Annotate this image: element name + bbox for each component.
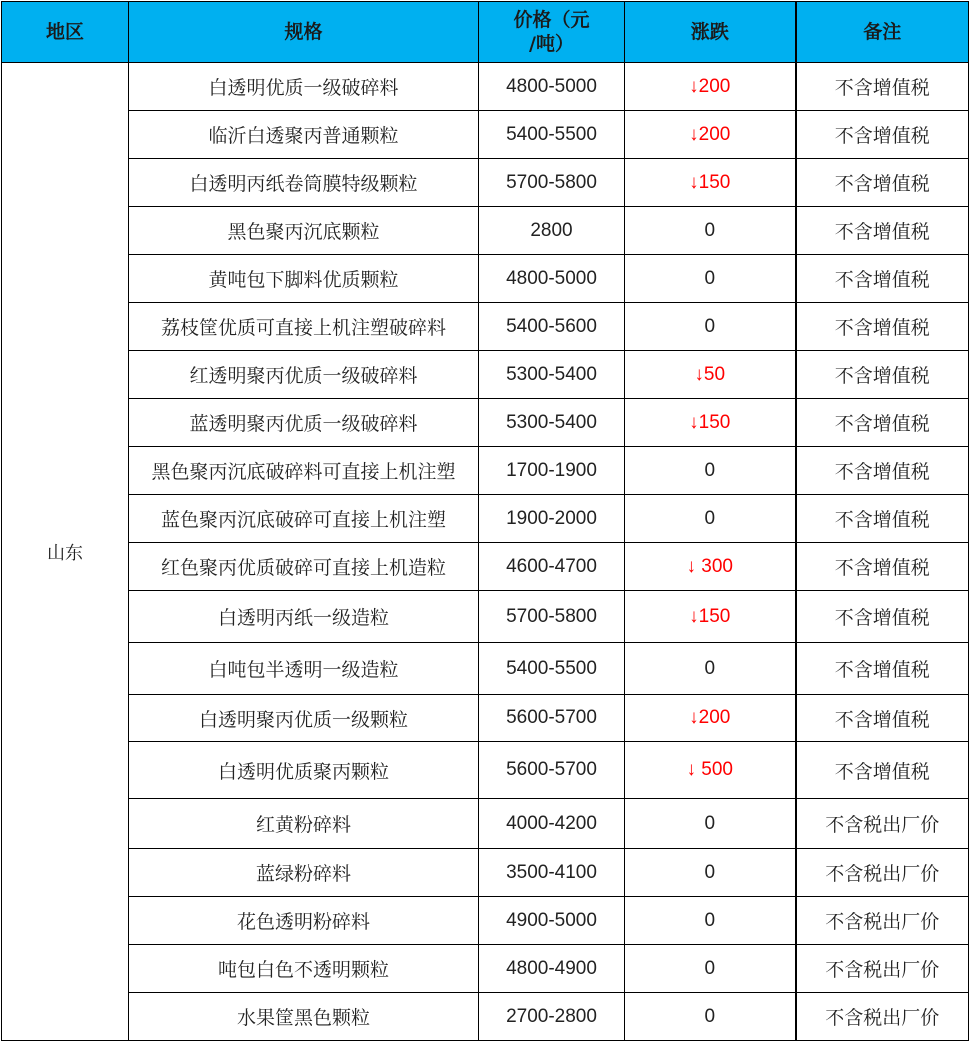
change-cell: ↓150	[625, 159, 796, 207]
change-cell: 0	[625, 799, 796, 849]
price-cell: 5300-5400	[479, 399, 625, 447]
change-cell: 0	[625, 993, 796, 1041]
table-row	[2, 207, 969, 255]
region-cell: 山东	[2, 63, 129, 1041]
price-cell: 1900-2000	[479, 495, 625, 543]
header-spec: 规格	[129, 2, 479, 63]
note-cell: 不含税出厂价	[796, 993, 969, 1041]
price-cell: 5600-5700	[479, 742, 625, 799]
table-row	[2, 643, 969, 695]
spec-cell: 蓝色聚丙沉底破碎可直接上机注塑	[129, 495, 479, 543]
spec-cell: 白吨包半透明一级造粒	[129, 643, 479, 695]
change-cell: ↓ 500	[625, 742, 796, 799]
change-cell: ↓150	[625, 591, 796, 643]
spec-cell: 蓝绿粉碎料	[129, 849, 479, 897]
table-row	[2, 63, 969, 111]
price-cell: 5400-5500	[479, 111, 625, 159]
spec-cell: 临沂白透聚丙普通颗粒	[129, 111, 479, 159]
table-row	[2, 799, 969, 849]
spec-cell: 荔枝筐优质可直接上机注塑破碎料	[129, 303, 479, 351]
change-cell: 0	[625, 207, 796, 255]
note-cell: 不含增值税	[796, 495, 969, 543]
change-cell: ↓50	[625, 351, 796, 399]
price-cell: 4900-5000	[479, 897, 625, 945]
price-cell: 4000-4200	[479, 799, 625, 849]
price-cell: 5700-5800	[479, 159, 625, 207]
spec-cell: 白透明丙纸卷筒膜特级颗粒	[129, 159, 479, 207]
change-cell: ↓150	[625, 399, 796, 447]
change-cell: ↓ 300	[625, 543, 796, 591]
change-cell: ↓200	[625, 111, 796, 159]
price-cell: 5600-5700	[479, 695, 625, 742]
change-cell: ↓200	[625, 695, 796, 742]
price-cell: 4800-5000	[479, 255, 625, 303]
table-row	[2, 849, 969, 897]
price-cell: 5700-5800	[479, 591, 625, 643]
note-cell: 不含增值税	[796, 303, 969, 351]
note-cell: 不含增值税	[796, 695, 969, 742]
note-cell: 不含增值税	[796, 351, 969, 399]
spec-cell: 花色透明粉碎料	[129, 897, 479, 945]
change-cell: 0	[625, 643, 796, 695]
spec-cell: 黑色聚丙沉底破碎料可直接上机注塑	[129, 447, 479, 495]
spec-cell: 白透明优质聚丙颗粒	[129, 742, 479, 799]
price-cell: 5400-5600	[479, 303, 625, 351]
table-row	[2, 543, 969, 591]
note-cell: 不含增值税	[796, 591, 969, 643]
header-change: 涨跌	[625, 2, 796, 63]
price-cell: 2800	[479, 207, 625, 255]
price-table	[1, 1, 969, 1041]
change-cell: 0	[625, 303, 796, 351]
spec-cell: 水果筐黑色颗粒	[129, 993, 479, 1041]
table-row	[2, 495, 969, 543]
table-body	[2, 63, 969, 1041]
header-region: 地区	[2, 2, 129, 63]
note-cell: 不含增值税	[796, 399, 969, 447]
note-cell: 不含增值税	[796, 63, 969, 111]
header-row	[2, 2, 969, 63]
price-cell: 5400-5500	[479, 643, 625, 695]
table-row	[2, 945, 969, 993]
note-cell: 不含增值税	[796, 643, 969, 695]
change-cell: 0	[625, 255, 796, 303]
note-cell: 不含税出厂价	[796, 849, 969, 897]
header-price	[479, 2, 625, 63]
table-row	[2, 351, 969, 399]
table-row	[2, 897, 969, 945]
note-cell: 不含增值税	[796, 255, 969, 303]
price-cell: 4800-5000	[479, 63, 625, 111]
spec-cell: 黑色聚丙沉底颗粒	[129, 207, 479, 255]
table-row	[2, 111, 969, 159]
table-row	[2, 399, 969, 447]
table-row	[2, 303, 969, 351]
note-cell: 不含增值税	[796, 111, 969, 159]
note-cell: 不含增值税	[796, 742, 969, 799]
spec-cell: 红黄粉碎料	[129, 799, 479, 849]
change-cell: 0	[625, 495, 796, 543]
table-row	[2, 447, 969, 495]
price-cell: 2700-2800	[479, 993, 625, 1041]
note-cell: 不含税出厂价	[796, 897, 969, 945]
spec-cell: 蓝透明聚丙优质一级破碎料	[129, 399, 479, 447]
table-row	[2, 742, 969, 799]
price-cell: 5300-5400	[479, 351, 625, 399]
table-row	[2, 255, 969, 303]
note-cell: 不含税出厂价	[796, 799, 969, 849]
spec-cell: 红色聚丙优质破碎可直接上机造粒	[129, 543, 479, 591]
header-note: 备注	[796, 2, 969, 63]
spec-cell: 红透明聚丙优质一级破碎料	[129, 351, 479, 399]
note-cell: 不含增值税	[796, 207, 969, 255]
spec-cell: 吨包白色不透明颗粒	[129, 945, 479, 993]
price-cell: 4600-4700	[479, 543, 625, 591]
change-cell: 0	[625, 897, 796, 945]
table-row	[2, 993, 969, 1041]
price-cell: 3500-4100	[479, 849, 625, 897]
spec-cell: 黄吨包下脚料优质颗粒	[129, 255, 479, 303]
note-cell: 不含增值税	[796, 543, 969, 591]
spec-cell: 白透明优质一级破碎料	[129, 63, 479, 111]
spec-cell: 白透明丙纸一级造粒	[129, 591, 479, 643]
note-cell: 不含增值税	[796, 447, 969, 495]
table-row	[2, 159, 969, 207]
change-cell: 0	[625, 447, 796, 495]
header-price-line2: /吨）	[529, 33, 574, 55]
header-price-line1: 价格（元	[513, 9, 590, 31]
change-cell: 0	[625, 945, 796, 993]
table-row	[2, 591, 969, 643]
price-cell: 4800-4900	[479, 945, 625, 993]
change-cell: ↓200	[625, 63, 796, 111]
spec-cell: 白透明聚丙优质一级颗粒	[129, 695, 479, 742]
change-cell: 0	[625, 849, 796, 897]
note-cell: 不含税出厂价	[796, 945, 969, 993]
table-row	[2, 695, 969, 742]
note-cell: 不含增值税	[796, 159, 969, 207]
price-cell: 1700-1900	[479, 447, 625, 495]
